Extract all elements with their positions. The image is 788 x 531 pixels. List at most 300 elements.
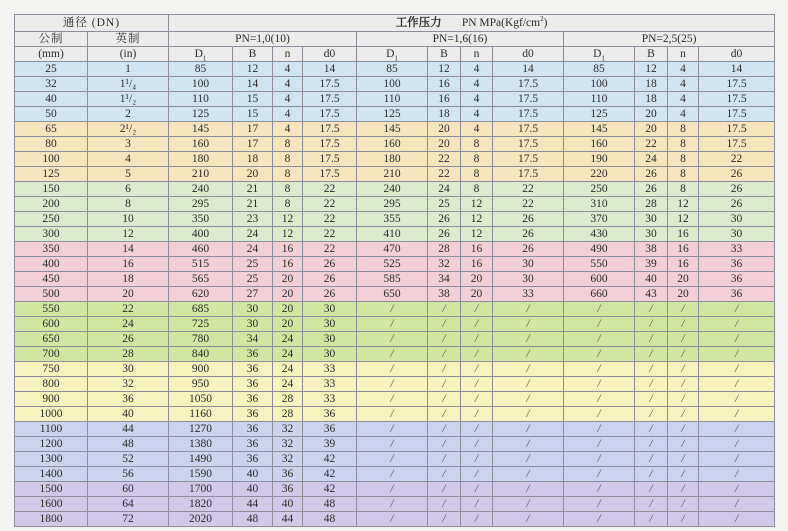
cell-n-pn10: 4 bbox=[273, 122, 303, 137]
cell-b-pn25: 20 bbox=[635, 122, 668, 137]
cell-d1-pn10: 1050 bbox=[169, 392, 233, 407]
cell-d1-pn16: / bbox=[357, 362, 428, 377]
cell-d1-pn25: 190 bbox=[564, 152, 635, 167]
cell-imperial: 10 bbox=[88, 212, 169, 227]
cell-n-pn10: 20 bbox=[273, 317, 303, 332]
cell-d0-pn10: 26 bbox=[303, 272, 357, 287]
cell-d0-pn25: 36 bbox=[699, 272, 775, 287]
table-row bbox=[15, 197, 775, 212]
cell-d1-pn25: 310 bbox=[564, 197, 635, 212]
group-header-pn25: PN=2,5(25) bbox=[564, 32, 775, 47]
cell-d0-pn10: 42 bbox=[303, 452, 357, 467]
cell-n-pn16: / bbox=[461, 422, 493, 437]
cell-n-pn10: 4 bbox=[273, 107, 303, 122]
cell-b-pn10: 36 bbox=[233, 362, 273, 377]
cell-b-pn25: / bbox=[635, 512, 668, 527]
col-header-n-pn16: n bbox=[461, 47, 493, 62]
col-header-d1-main: D bbox=[386, 47, 395, 60]
cell-n-pn10: 24 bbox=[273, 362, 303, 377]
cell-d1-pn10: 1270 bbox=[169, 422, 233, 437]
cell-d1-pn10: 1820 bbox=[169, 497, 233, 512]
table-header bbox=[15, 15, 775, 62]
cell-n-pn25: / bbox=[668, 482, 699, 497]
cell-b-pn16: 16 bbox=[428, 92, 461, 107]
cell-d1-pn25: 550 bbox=[564, 257, 635, 272]
cell-n-pn10: 20 bbox=[273, 272, 303, 287]
cell-d0-pn25: 26 bbox=[699, 197, 775, 212]
column-header-row bbox=[15, 47, 775, 62]
cell-d0-pn25: 17.5 bbox=[699, 122, 775, 137]
cell-d0-pn16: / bbox=[493, 332, 564, 347]
col-header-d0-pn25: d0 bbox=[699, 47, 775, 62]
cell-n-pn25: / bbox=[668, 437, 699, 452]
col-header-b-pn16: B bbox=[428, 47, 461, 62]
cell-d1-pn16: / bbox=[357, 377, 428, 392]
cell-b-pn10: 12 bbox=[233, 62, 273, 77]
cell-d0-pn10: 30 bbox=[303, 347, 357, 362]
cell-b-pn16: / bbox=[428, 332, 461, 347]
cell-d0-pn16: / bbox=[493, 392, 564, 407]
cell-n-pn16: 8 bbox=[461, 137, 493, 152]
col-header-d0-pn10: d0 bbox=[303, 47, 357, 62]
cell-b-pn25: / bbox=[635, 317, 668, 332]
cell-b-pn10: 40 bbox=[233, 467, 273, 482]
cell-b-pn10: 48 bbox=[233, 512, 273, 527]
cell-b-pn16: 20 bbox=[428, 137, 461, 152]
cell-metric: 650 bbox=[15, 332, 88, 347]
cell-d1-pn25: / bbox=[564, 317, 635, 332]
cell-imperial: 24 bbox=[88, 317, 169, 332]
cell-imperial: 32 bbox=[88, 377, 169, 392]
cell-n-pn25: / bbox=[668, 452, 699, 467]
cell-n-pn25: 8 bbox=[668, 122, 699, 137]
cell-d0-pn10: 33 bbox=[303, 377, 357, 392]
table-row bbox=[15, 512, 775, 527]
cell-d0-pn25: / bbox=[699, 347, 775, 362]
col-header-b-pn10: B bbox=[233, 47, 273, 62]
cell-d0-pn10: 22 bbox=[303, 212, 357, 227]
cell-n-pn10: 16 bbox=[273, 242, 303, 257]
cell-n-pn25: / bbox=[668, 362, 699, 377]
cell-imperial: 12 bbox=[88, 227, 169, 242]
cell-d1-pn25: / bbox=[564, 512, 635, 527]
cell-b-pn10: 36 bbox=[233, 437, 273, 452]
cell-imperial: 22 bbox=[88, 302, 169, 317]
cell-d1-pn10: 210 bbox=[169, 167, 233, 182]
table-row bbox=[15, 62, 775, 77]
cell-imperial: 20 bbox=[88, 287, 169, 302]
cell-metric: 400 bbox=[15, 257, 88, 272]
cell-metric: 500 bbox=[15, 287, 88, 302]
cell-d1-pn25: / bbox=[564, 332, 635, 347]
cell-d0-pn25: 22 bbox=[699, 152, 775, 167]
table-body bbox=[15, 62, 775, 527]
cell-d0-pn10: 42 bbox=[303, 467, 357, 482]
cell-imperial: 14 bbox=[88, 242, 169, 257]
cell-d0-pn25: 17.5 bbox=[699, 137, 775, 152]
cell-d0-pn16: / bbox=[493, 317, 564, 332]
cell-b-pn16: / bbox=[428, 407, 461, 422]
col-header-d1-sub: 1 bbox=[394, 53, 398, 62]
cell-d0-pn16: 33 bbox=[493, 287, 564, 302]
cell-d1-pn10: 100 bbox=[169, 77, 233, 92]
cell-n-pn25: 8 bbox=[668, 182, 699, 197]
cell-d0-pn16: / bbox=[493, 437, 564, 452]
cell-d1-pn16: 525 bbox=[357, 257, 428, 272]
cell-imperial: 18 bbox=[88, 272, 169, 287]
cell-n-pn16: 20 bbox=[461, 272, 493, 287]
cell-n-pn10: 20 bbox=[273, 302, 303, 317]
cell-metric: 1400 bbox=[15, 467, 88, 482]
cell-b-pn25: / bbox=[635, 437, 668, 452]
cell-n-pn10: 32 bbox=[273, 437, 303, 452]
cell-d1-pn25: / bbox=[564, 377, 635, 392]
cell-d1-pn10: 620 bbox=[169, 287, 233, 302]
cell-d1-pn25: / bbox=[564, 452, 635, 467]
cell-n-pn25: / bbox=[668, 467, 699, 482]
cell-d1-pn16: / bbox=[357, 407, 428, 422]
cell-b-pn16: 32 bbox=[428, 257, 461, 272]
cell-n-pn25: / bbox=[668, 422, 699, 437]
cell-n-pn25: 20 bbox=[668, 272, 699, 287]
col-header-n-pn25: n bbox=[668, 47, 699, 62]
cell-d0-pn25: 36 bbox=[699, 287, 775, 302]
cell-metric: 900 bbox=[15, 392, 88, 407]
cell-imperial: 56 bbox=[88, 467, 169, 482]
cell-b-pn10: 34 bbox=[233, 332, 273, 347]
cell-n-pn25: 4 bbox=[668, 77, 699, 92]
cell-b-pn10: 44 bbox=[233, 497, 273, 512]
flange-table-container bbox=[14, 14, 775, 527]
col-header-d1-pn25 bbox=[564, 47, 635, 62]
cell-metric: 1600 bbox=[15, 497, 88, 512]
table-row bbox=[15, 467, 775, 482]
cell-n-pn16: / bbox=[461, 467, 493, 482]
table-row bbox=[15, 302, 775, 317]
imperial-header: 英制 bbox=[88, 32, 169, 47]
cell-d0-pn16: / bbox=[493, 497, 564, 512]
cell-n-pn25: / bbox=[668, 332, 699, 347]
table-row bbox=[15, 362, 775, 377]
cell-n-pn16: 16 bbox=[461, 242, 493, 257]
table-row bbox=[15, 92, 775, 107]
cell-imperial: 30 bbox=[88, 362, 169, 377]
cell-b-pn10: 36 bbox=[233, 347, 273, 362]
cell-imperial: 1¹/₂ bbox=[88, 92, 169, 107]
col-header-n-pn10: n bbox=[273, 47, 303, 62]
cell-d0-pn16: / bbox=[493, 362, 564, 377]
cell-d0-pn16: / bbox=[493, 467, 564, 482]
cell-b-pn16: / bbox=[428, 392, 461, 407]
cell-b-pn16: / bbox=[428, 302, 461, 317]
cell-d1-pn25: / bbox=[564, 422, 635, 437]
cell-imperial: 2 bbox=[88, 107, 169, 122]
cell-metric: 1200 bbox=[15, 437, 88, 452]
cell-b-pn16: 26 bbox=[428, 212, 461, 227]
cell-b-pn25: / bbox=[635, 482, 668, 497]
cell-d0-pn10: 26 bbox=[303, 257, 357, 272]
pressure-label: 工作压力 bbox=[395, 16, 442, 29]
table-row bbox=[15, 377, 775, 392]
cell-b-pn10: 21 bbox=[233, 197, 273, 212]
cell-d0-pn25: 17.5 bbox=[699, 77, 775, 92]
table-row bbox=[15, 287, 775, 302]
cell-d1-pn10: 85 bbox=[169, 62, 233, 77]
cell-imperial: 1¹/₄ bbox=[88, 77, 169, 92]
cell-n-pn16: / bbox=[461, 362, 493, 377]
cell-d1-pn16: / bbox=[357, 497, 428, 512]
cell-d1-pn10: 1700 bbox=[169, 482, 233, 497]
cell-d1-pn25: / bbox=[564, 497, 635, 512]
cell-imperial: 26 bbox=[88, 332, 169, 347]
cell-n-pn25: / bbox=[668, 377, 699, 392]
cell-d0-pn10: 48 bbox=[303, 512, 357, 527]
cell-n-pn10: 24 bbox=[273, 347, 303, 362]
table-row bbox=[15, 272, 775, 287]
cell-n-pn16: 4 bbox=[461, 122, 493, 137]
cell-d1-pn25: 160 bbox=[564, 137, 635, 152]
table-row bbox=[15, 452, 775, 467]
cell-imperial: 3 bbox=[88, 137, 169, 152]
table-row bbox=[15, 332, 775, 347]
cell-d1-pn10: 240 bbox=[169, 182, 233, 197]
cell-b-pn10: 14 bbox=[233, 77, 273, 92]
cell-d1-pn10: 145 bbox=[169, 122, 233, 137]
cell-n-pn16: / bbox=[461, 302, 493, 317]
cell-n-pn16: 20 bbox=[461, 287, 493, 302]
cell-n-pn16: 8 bbox=[461, 182, 493, 197]
cell-d1-pn16: / bbox=[357, 302, 428, 317]
cell-imperial: 6 bbox=[88, 182, 169, 197]
cell-d1-pn25: 110 bbox=[564, 92, 635, 107]
cell-b-pn25: 26 bbox=[635, 167, 668, 182]
cell-d0-pn25: / bbox=[699, 332, 775, 347]
cell-n-pn25: / bbox=[668, 407, 699, 422]
cell-metric: 550 bbox=[15, 302, 88, 317]
cell-d1-pn25: / bbox=[564, 392, 635, 407]
cell-b-pn16: / bbox=[428, 482, 461, 497]
cell-n-pn25: / bbox=[668, 347, 699, 362]
cell-b-pn10: 36 bbox=[233, 407, 273, 422]
cell-metric: 200 bbox=[15, 197, 88, 212]
cell-metric: 1100 bbox=[15, 422, 88, 437]
cell-imperial: 44 bbox=[88, 422, 169, 437]
cell-d0-pn25: 17.5 bbox=[699, 107, 775, 122]
cell-d0-pn10: 17.5 bbox=[303, 122, 357, 137]
cell-n-pn10: 12 bbox=[273, 227, 303, 242]
cell-n-pn16: / bbox=[461, 482, 493, 497]
cell-n-pn10: 28 bbox=[273, 392, 303, 407]
cell-b-pn16: / bbox=[428, 437, 461, 452]
cell-b-pn25: 28 bbox=[635, 197, 668, 212]
cell-d0-pn10: 26 bbox=[303, 287, 357, 302]
cell-n-pn25: / bbox=[668, 512, 699, 527]
cell-b-pn16: / bbox=[428, 467, 461, 482]
table-row bbox=[15, 227, 775, 242]
cell-n-pn16: / bbox=[461, 497, 493, 512]
cell-imperial: 36 bbox=[88, 392, 169, 407]
cell-b-pn16: 18 bbox=[428, 107, 461, 122]
cell-d1-pn16: 295 bbox=[357, 197, 428, 212]
cell-imperial: 4 bbox=[88, 152, 169, 167]
flange-dimension-table bbox=[14, 14, 775, 527]
cell-n-pn10: 8 bbox=[273, 182, 303, 197]
table-row bbox=[15, 497, 775, 512]
cell-d0-pn10: 22 bbox=[303, 242, 357, 257]
cell-n-pn16: / bbox=[461, 407, 493, 422]
cell-n-pn25: 4 bbox=[668, 107, 699, 122]
cell-metric: 1800 bbox=[15, 512, 88, 527]
cell-d1-pn10: 725 bbox=[169, 317, 233, 332]
cell-b-pn10: 23 bbox=[233, 212, 273, 227]
cell-n-pn10: 8 bbox=[273, 152, 303, 167]
table-row bbox=[15, 347, 775, 362]
cell-b-pn16: / bbox=[428, 422, 461, 437]
cell-d0-pn10: 30 bbox=[303, 332, 357, 347]
cell-b-pn10: 27 bbox=[233, 287, 273, 302]
cell-b-pn25: / bbox=[635, 407, 668, 422]
cell-n-pn16: / bbox=[461, 377, 493, 392]
cell-metric: 125 bbox=[15, 167, 88, 182]
cell-d0-pn25: 17.5 bbox=[699, 92, 775, 107]
cell-n-pn10: 8 bbox=[273, 137, 303, 152]
cell-n-pn16: 8 bbox=[461, 152, 493, 167]
cell-b-pn25: / bbox=[635, 467, 668, 482]
cell-d0-pn16: / bbox=[493, 377, 564, 392]
cell-metric: 450 bbox=[15, 272, 88, 287]
col-header-d1-main: D bbox=[593, 47, 602, 60]
cell-metric: 1500 bbox=[15, 482, 88, 497]
cell-d0-pn25: / bbox=[699, 422, 775, 437]
cell-d1-pn16: / bbox=[357, 332, 428, 347]
cell-d0-pn25: / bbox=[699, 467, 775, 482]
cell-metric: 65 bbox=[15, 122, 88, 137]
cell-n-pn25: 16 bbox=[668, 242, 699, 257]
cell-n-pn10: 40 bbox=[273, 497, 303, 512]
cell-d0-pn10: 17.5 bbox=[303, 152, 357, 167]
cell-b-pn25: / bbox=[635, 332, 668, 347]
cell-d1-pn16: 210 bbox=[357, 167, 428, 182]
cell-n-pn16: / bbox=[461, 332, 493, 347]
cell-b-pn16: 22 bbox=[428, 167, 461, 182]
cell-d0-pn16: 22 bbox=[493, 197, 564, 212]
cell-d1-pn10: 1490 bbox=[169, 452, 233, 467]
col-header-d1-sub: 1 bbox=[601, 53, 605, 62]
col-header-d1-pn16 bbox=[357, 47, 428, 62]
cell-d0-pn25: / bbox=[699, 482, 775, 497]
cell-d0-pn25: 33 bbox=[699, 242, 775, 257]
cell-d1-pn25: 145 bbox=[564, 122, 635, 137]
table-row bbox=[15, 212, 775, 227]
cell-d0-pn16: / bbox=[493, 482, 564, 497]
cell-n-pn10: 8 bbox=[273, 197, 303, 212]
cell-imperial: 5 bbox=[88, 167, 169, 182]
cell-metric: 150 bbox=[15, 182, 88, 197]
cell-d0-pn25: 14 bbox=[699, 62, 775, 77]
cell-d0-pn16: 26 bbox=[493, 212, 564, 227]
cell-metric: 1000 bbox=[15, 407, 88, 422]
cell-d0-pn10: 36 bbox=[303, 422, 357, 437]
cell-b-pn10: 25 bbox=[233, 272, 273, 287]
cell-d0-pn25: 30 bbox=[699, 227, 775, 242]
cell-n-pn16: 12 bbox=[461, 212, 493, 227]
cell-d1-pn10: 565 bbox=[169, 272, 233, 287]
cell-b-pn10: 40 bbox=[233, 482, 273, 497]
cell-d1-pn10: 2020 bbox=[169, 512, 233, 527]
cell-b-pn16: 38 bbox=[428, 287, 461, 302]
table-row bbox=[15, 167, 775, 182]
cell-d1-pn25: 430 bbox=[564, 227, 635, 242]
cell-b-pn25: / bbox=[635, 347, 668, 362]
cell-d1-pn25: 600 bbox=[564, 272, 635, 287]
cell-b-pn10: 24 bbox=[233, 242, 273, 257]
cell-metric: 25 bbox=[15, 62, 88, 77]
cell-d0-pn10: 22 bbox=[303, 227, 357, 242]
cell-imperial: 52 bbox=[88, 452, 169, 467]
pressure-unit-end: ) bbox=[543, 16, 548, 29]
cell-d0-pn25: / bbox=[699, 437, 775, 452]
cell-b-pn25: / bbox=[635, 452, 668, 467]
table-row bbox=[15, 242, 775, 257]
cell-d0-pn10: 17.5 bbox=[303, 107, 357, 122]
cell-d0-pn16: 14 bbox=[493, 62, 564, 77]
cell-d1-pn10: 350 bbox=[169, 212, 233, 227]
cell-d1-pn16: 85 bbox=[357, 62, 428, 77]
cell-d0-pn25: 36 bbox=[699, 257, 775, 272]
cell-n-pn10: 24 bbox=[273, 332, 303, 347]
cell-metric: 50 bbox=[15, 107, 88, 122]
cell-n-pn25: 12 bbox=[668, 212, 699, 227]
cell-imperial: 72 bbox=[88, 512, 169, 527]
cell-d1-pn16: / bbox=[357, 467, 428, 482]
group-header-pn16: PN=1,6(16) bbox=[357, 32, 564, 47]
cell-d1-pn16: / bbox=[357, 347, 428, 362]
cell-n-pn16: 12 bbox=[461, 197, 493, 212]
cell-d0-pn16: / bbox=[493, 347, 564, 362]
table-row bbox=[15, 437, 775, 452]
cell-n-pn10: 36 bbox=[273, 467, 303, 482]
cell-d1-pn25: 100 bbox=[564, 77, 635, 92]
cell-d1-pn25: / bbox=[564, 437, 635, 452]
cell-b-pn16: 24 bbox=[428, 182, 461, 197]
cell-d0-pn10: 22 bbox=[303, 197, 357, 212]
cell-d0-pn16: 17.5 bbox=[493, 92, 564, 107]
cell-d1-pn10: 515 bbox=[169, 257, 233, 272]
cell-b-pn25: 30 bbox=[635, 212, 668, 227]
cell-b-pn25: / bbox=[635, 377, 668, 392]
cell-b-pn10: 21 bbox=[233, 182, 273, 197]
cell-n-pn25: 16 bbox=[668, 227, 699, 242]
cell-b-pn16: / bbox=[428, 317, 461, 332]
cell-b-pn16: / bbox=[428, 512, 461, 527]
cell-b-pn25: 22 bbox=[635, 137, 668, 152]
cell-d1-pn25: 220 bbox=[564, 167, 635, 182]
cell-d1-pn16: 355 bbox=[357, 212, 428, 227]
cell-n-pn25: / bbox=[668, 392, 699, 407]
pressure-unit: PN MPa(Kgf/cm bbox=[461, 16, 541, 29]
cell-d1-pn16: 110 bbox=[357, 92, 428, 107]
cell-d1-pn10: 295 bbox=[169, 197, 233, 212]
cell-n-pn10: 44 bbox=[273, 512, 303, 527]
cell-d1-pn16: 650 bbox=[357, 287, 428, 302]
cell-d1-pn10: 125 bbox=[169, 107, 233, 122]
cell-d1-pn25: 250 bbox=[564, 182, 635, 197]
cell-n-pn16: / bbox=[461, 452, 493, 467]
cell-b-pn25: 38 bbox=[635, 242, 668, 257]
cell-d1-pn10: 160 bbox=[169, 137, 233, 152]
cell-d0-pn25: / bbox=[699, 362, 775, 377]
cell-d0-pn16: 17.5 bbox=[493, 137, 564, 152]
